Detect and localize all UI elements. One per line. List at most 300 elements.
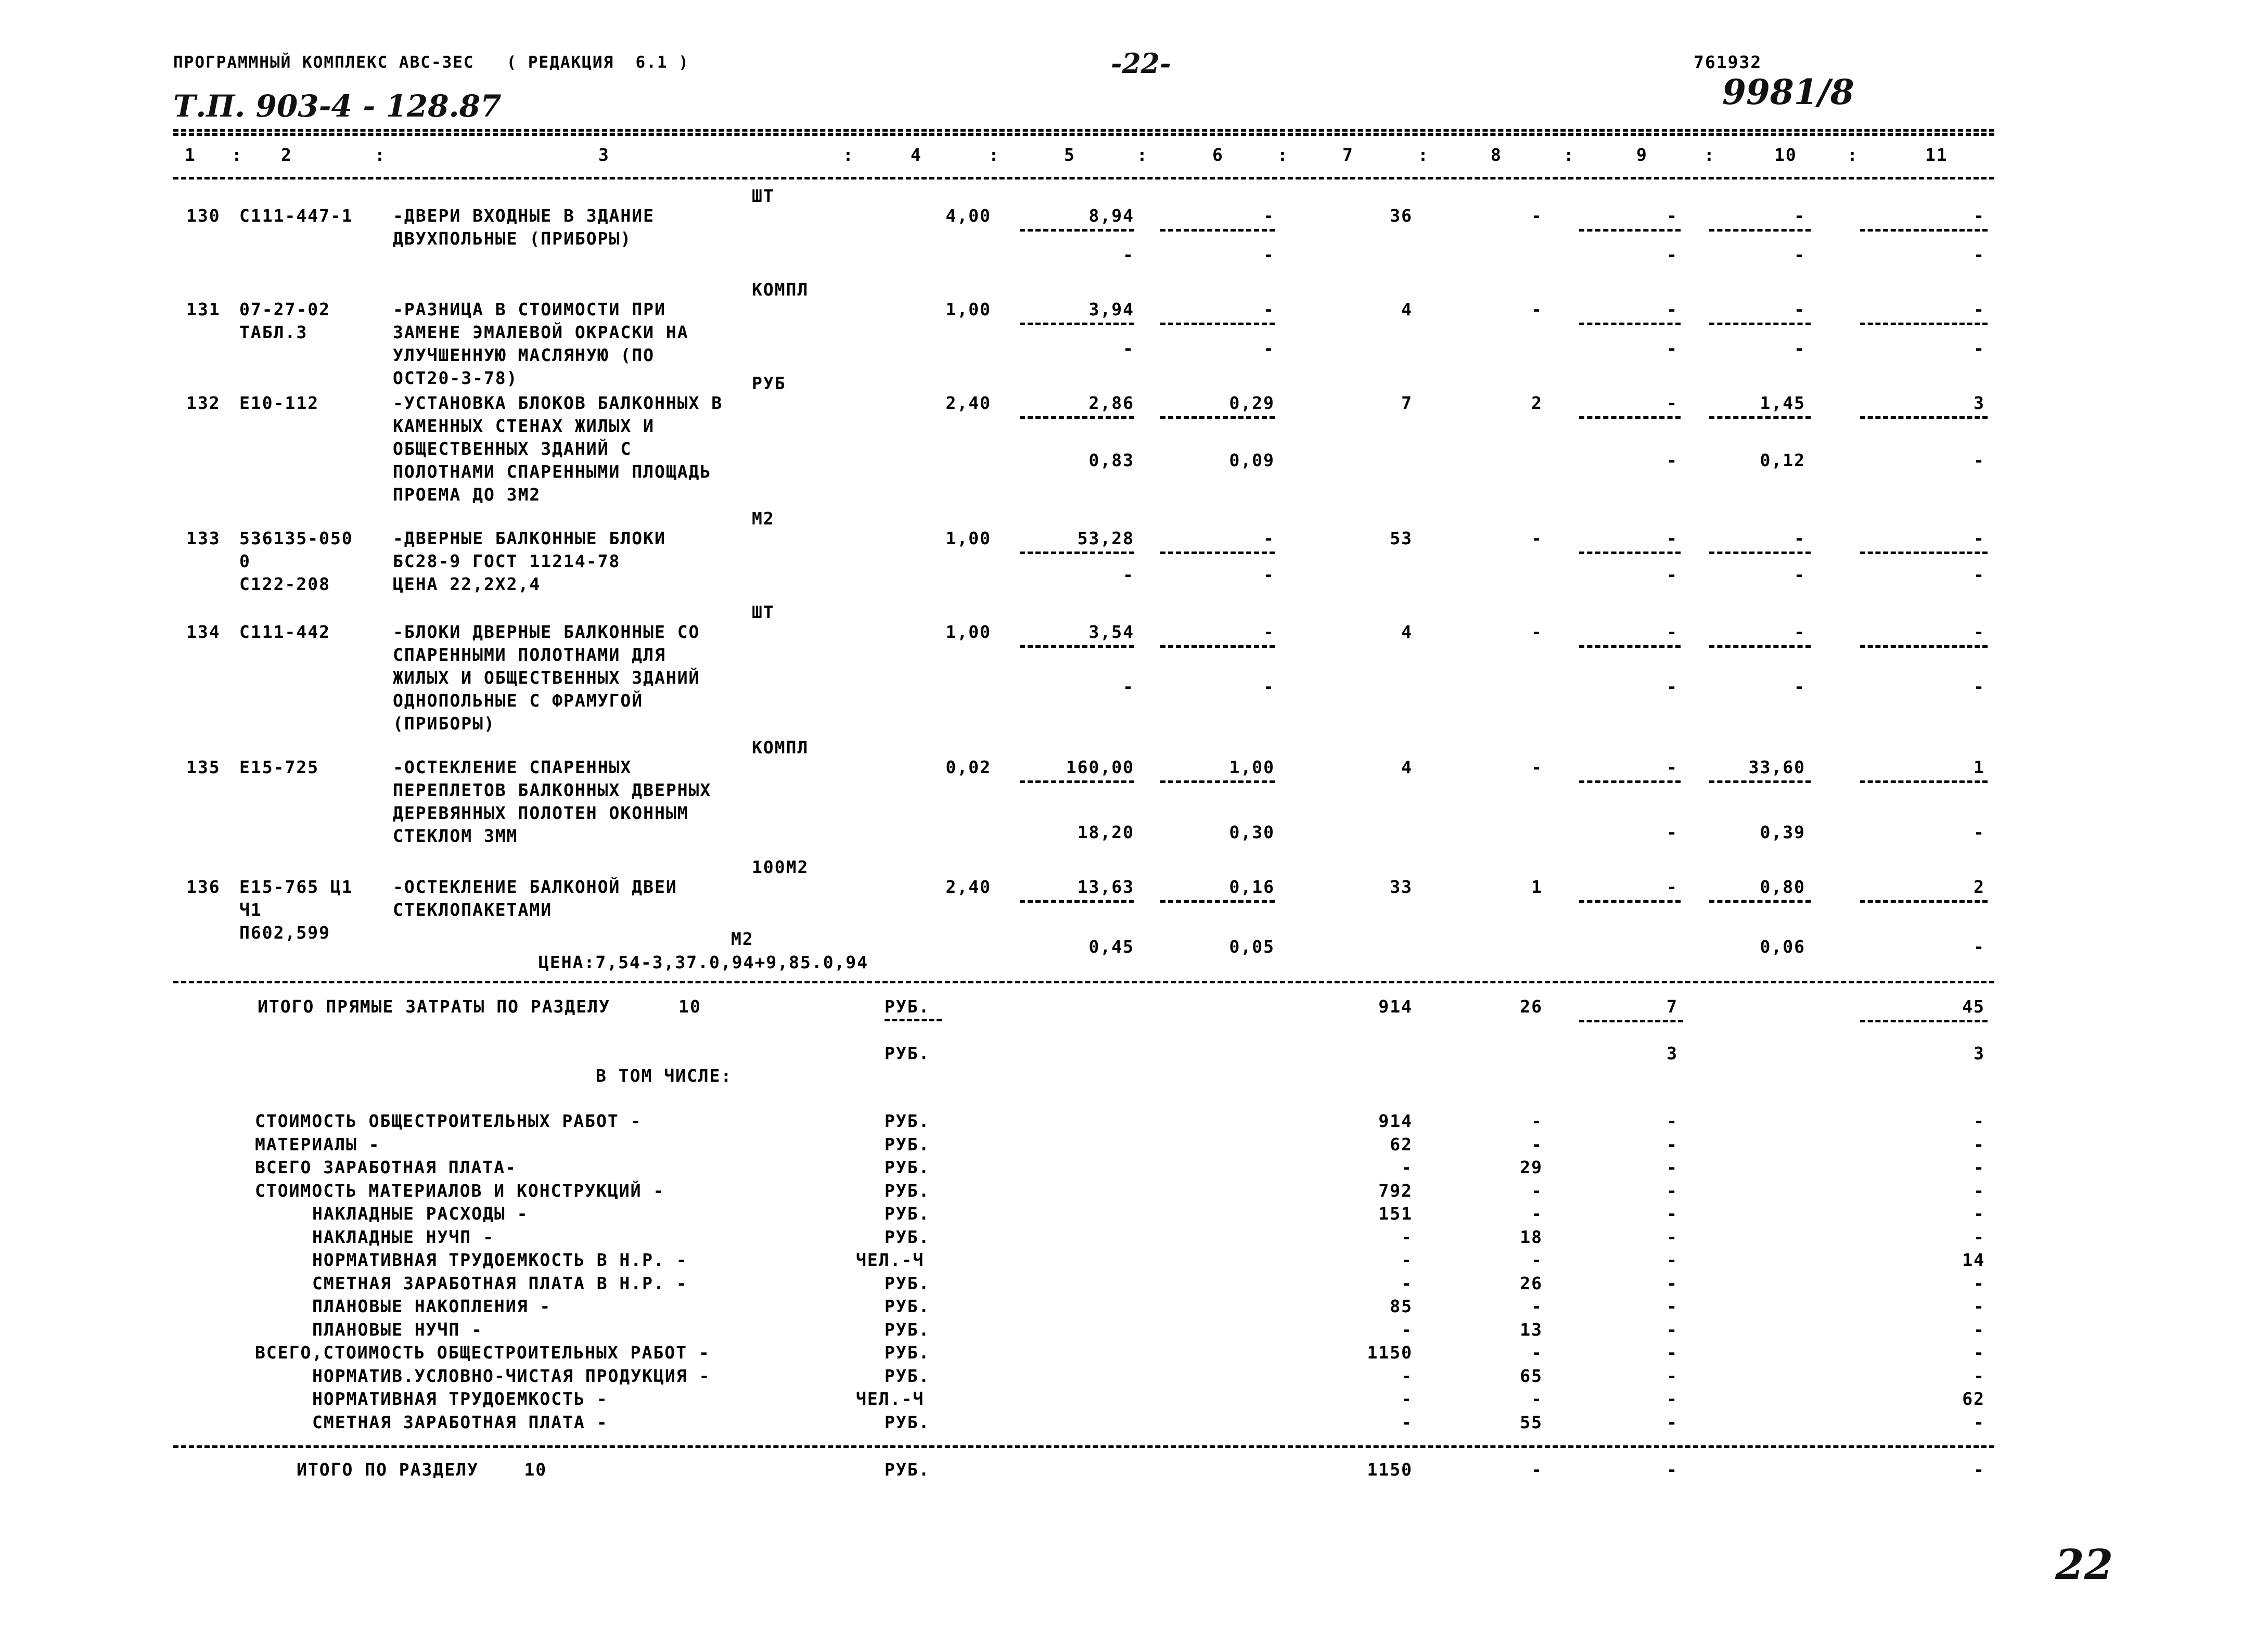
cell-c5: 3,54	[1088, 622, 1134, 642]
cell-c9: -	[1667, 206, 1678, 226]
divider	[173, 133, 1994, 136]
summary-unit: РУБ.	[885, 1203, 930, 1224]
row-number: 134	[186, 622, 221, 642]
item-code: 536135-050	[239, 528, 353, 548]
summary-c11: -	[1974, 1203, 1985, 1224]
row-number: 135	[186, 757, 221, 777]
summary-c7: -	[1401, 1389, 1413, 1409]
divider	[1860, 416, 1988, 419]
item-description: ОСТ20-3-78)	[393, 368, 518, 388]
divider	[1709, 229, 1811, 232]
column-header-cell: 6	[1212, 145, 1224, 165]
item-description: БС28-9 ГОСТ 11214-78	[393, 551, 621, 571]
summary-c8: 65	[1520, 1365, 1543, 1386]
cell-c7: 4	[1401, 757, 1413, 777]
cell-c8: -	[1531, 528, 1543, 548]
summary-c9: -	[1667, 1157, 1678, 1177]
item-code: С111-447-1	[239, 206, 353, 226]
summary-c9: -	[1667, 1180, 1678, 1201]
project-number: Т.П. 903-4 - 128.87	[173, 88, 502, 124]
sub-cell-s11: -	[1974, 676, 1985, 697]
document-code: 761932	[1694, 52, 1762, 72]
divider	[1020, 645, 1134, 648]
divider	[1020, 780, 1134, 783]
cell-c4: 1,00	[945, 622, 991, 642]
sub-cell-s6: -	[1263, 676, 1275, 697]
sub-cell-s6: -	[1263, 338, 1275, 358]
summary-c9: -	[1667, 1226, 1678, 1247]
column-header-cell: 5	[1064, 145, 1075, 165]
divider	[1709, 416, 1811, 419]
summary-unit: РУБ.	[885, 1365, 930, 1386]
summary-c7: 85	[1390, 1296, 1413, 1316]
sub-cell-s11: -	[1974, 565, 1985, 585]
summary-label: ВСЕГО,СТОИМОСТЬ ОБЩЕСТРОИТЕЛЬНЫХ РАБОТ -	[255, 1342, 710, 1363]
divider	[1709, 900, 1811, 903]
final-unit: РУБ.	[885, 1459, 930, 1480]
final-c7: 1150	[1367, 1459, 1413, 1480]
summary-c9: -	[1667, 1296, 1678, 1316]
sub-cell-s10: 0,39	[1760, 822, 1805, 842]
summary-c7: 151	[1378, 1203, 1413, 1224]
summary-label: МАТЕРИАЛЫ -	[255, 1134, 380, 1155]
column-header-cell: :	[1847, 145, 1859, 165]
cell-c5: 160,00	[1066, 757, 1134, 777]
divider	[173, 1445, 1994, 1448]
summary-label: ПЛАНОВЫЕ НАКОПЛЕНИЯ -	[312, 1296, 552, 1316]
summary-c8: 55	[1520, 1412, 1543, 1432]
sub-cell-s5: 0,83	[1088, 450, 1134, 470]
summary-c8: 13	[1520, 1319, 1543, 1340]
item-description: ПРОЕМА ДО 3М2	[393, 484, 541, 505]
divider	[1860, 229, 1988, 232]
divider	[1020, 229, 1134, 232]
cell-c8: -	[1531, 299, 1543, 319]
totals-c11: 45	[1962, 996, 1985, 1017]
final-c9: -	[1667, 1459, 1678, 1480]
divider	[173, 129, 1994, 132]
sub-cell-s5: -	[1123, 565, 1134, 585]
totals-unit: РУБ.	[885, 996, 930, 1017]
cell-c6: -	[1263, 528, 1275, 548]
summary-label: СМЕТНАЯ ЗАРАБОТНАЯ ПЛАТА В Н.Р. -	[312, 1273, 688, 1293]
summary-c7: 62	[1390, 1134, 1413, 1155]
cell-c9: -	[1667, 877, 1678, 897]
column-header-cell: :	[375, 145, 386, 165]
column-header-cell: :	[1418, 145, 1429, 165]
totals-c8: 26	[1520, 996, 1543, 1017]
summary-label: НОРМАТИВНАЯ ТРУДОЕМКОСТЬ В Н.Р. -	[312, 1250, 688, 1270]
cell-c11: 2	[1974, 877, 1985, 897]
divider	[1579, 323, 1681, 325]
summary-c11: -	[1974, 1296, 1985, 1316]
totals-sub-c11: 3	[1974, 1043, 1985, 1063]
summary-c11: -	[1974, 1180, 1985, 1201]
program-title: ПРОГРАММНЫЙ КОМПЛЕКС АВС-3ЕС ( РЕДАКЦИЯ 6.1 )	[173, 53, 689, 72]
column-header-cell: :	[1704, 145, 1715, 165]
summary-label: СМЕТНАЯ ЗАРАБОТНАЯ ПЛАТА -	[312, 1412, 608, 1432]
summary-c9: -	[1667, 1134, 1678, 1155]
sub-cell-s6: -	[1263, 245, 1275, 265]
divider	[1020, 900, 1134, 903]
item-description: ОБЩЕСТВЕННЫХ ЗДАНИЙ С	[393, 439, 632, 459]
sub-cell-s9: -	[1667, 338, 1678, 358]
sub-cell-s5: 18,20	[1077, 822, 1134, 842]
divider	[1579, 1020, 1683, 1022]
cell-c9: -	[1667, 299, 1678, 319]
summary-c9: -	[1667, 1111, 1678, 1131]
cell-c4: 1,00	[945, 528, 991, 548]
divider	[1160, 416, 1275, 419]
summary-label: НАКЛАДНЫЕ НУЧП -	[312, 1226, 494, 1247]
summary-unit: РУБ.	[885, 1180, 930, 1201]
column-header-cell: 8	[1491, 145, 1502, 165]
cell-c6: 0,16	[1229, 877, 1275, 897]
item-description: ЗАМЕНЕ ЭМАЛЕВОЙ ОКРАСКИ НА	[393, 322, 689, 342]
cell-c11: 3	[1974, 393, 1985, 413]
item-description: СТЕКЛОПАКЕТАМИ	[393, 900, 553, 920]
sub-cell-s9: -	[1667, 822, 1678, 842]
column-header-cell: :	[1564, 145, 1575, 165]
sub-cell-s6: 0,05	[1229, 937, 1275, 957]
divider	[1860, 323, 1988, 325]
cell-c7: 33	[1390, 877, 1413, 897]
summary-c11: -	[1974, 1412, 1985, 1432]
summary-c9: -	[1667, 1365, 1678, 1386]
summary-label: ПЛАНОВЫЕ НУЧП -	[312, 1319, 483, 1340]
summary-c8: -	[1531, 1342, 1543, 1363]
item-description: -УСТАНОВКА БЛОКОВ БАЛКОННЫХ В	[393, 393, 723, 413]
item-description: КАМЕННЫХ СТЕНАХ ЖИЛЫХ И	[393, 416, 655, 436]
sub-cell-s10: -	[1794, 245, 1805, 265]
item-description: -БЛОКИ ДВЕРНЫЕ БАЛКОННЫЕ СО	[393, 622, 700, 642]
summary-c9: -	[1667, 1412, 1678, 1432]
summary-c11: -	[1974, 1226, 1985, 1247]
sub-cell-s10: 0,12	[1760, 450, 1805, 470]
cell-c8: -	[1531, 622, 1543, 642]
summary-c7: -	[1401, 1273, 1413, 1293]
totals-c9: 7	[1667, 996, 1678, 1017]
unit-label: 100М2	[752, 857, 809, 877]
summary-c7: 792	[1378, 1180, 1413, 1201]
summary-c8: -	[1531, 1250, 1543, 1270]
cell-c10: 1,45	[1760, 393, 1805, 413]
item-description: ЖИЛЫХ И ОБЩЕСТВЕННЫХ ЗДАНИЙ	[393, 668, 700, 688]
summary-unit: РУБ.	[885, 1273, 930, 1293]
cell-c8: -	[1531, 757, 1543, 777]
sub-cell-s5: -	[1123, 245, 1134, 265]
divider	[1709, 552, 1811, 554]
summary-c8: 26	[1520, 1273, 1543, 1293]
final-c8: -	[1531, 1459, 1543, 1480]
summary-unit: РУБ.	[885, 1157, 930, 1177]
sub-cell-s10: -	[1794, 338, 1805, 358]
cell-c5: 3,94	[1088, 299, 1134, 319]
cell-c4: 0,02	[945, 757, 991, 777]
summary-c11: 62	[1962, 1389, 1985, 1409]
unit-label: М2	[752, 508, 775, 529]
summary-c7: -	[1401, 1319, 1413, 1340]
item-code: ТАБЛ.3	[239, 322, 308, 342]
totals-unit: РУБ.	[885, 1043, 930, 1063]
cell-c10: 33,60	[1748, 757, 1805, 777]
summary-c9: -	[1667, 1389, 1678, 1409]
cell-c11: -	[1974, 622, 1985, 642]
summary-c9: -	[1667, 1250, 1678, 1270]
cell-c8: 1	[1531, 877, 1543, 897]
cell-c11: 1	[1974, 757, 1985, 777]
item-description: СПАРЕННЫМИ ПОЛОТНАМИ ДЛЯ	[393, 645, 666, 665]
item-description: ЦЕНА 22,2Х2,4	[393, 574, 541, 594]
column-header-cell: :	[1277, 145, 1289, 165]
summary-unit: РУБ.	[885, 1296, 930, 1316]
divider	[1579, 416, 1681, 419]
sub-cell-s10: -	[1794, 676, 1805, 697]
column-header-cell: 1	[185, 145, 196, 165]
unit-label: РУБ	[752, 373, 786, 393]
item-code: Е10-112	[239, 393, 319, 413]
divider	[1020, 552, 1134, 554]
cell-c4: 1,00	[945, 299, 991, 319]
divider	[1160, 645, 1275, 648]
divider	[1020, 416, 1134, 419]
cell-c9: -	[1667, 393, 1678, 413]
summary-c7: -	[1401, 1412, 1413, 1432]
sub-cell-s5: -	[1123, 338, 1134, 358]
column-header-cell: 7	[1342, 145, 1354, 165]
divider	[1860, 900, 1988, 903]
summary-c9: -	[1667, 1319, 1678, 1340]
cell-c5: 8,94	[1088, 206, 1134, 226]
summary-c11: -	[1974, 1157, 1985, 1177]
row-number: 131	[186, 299, 221, 319]
summary-label: ВСЕГО ЗАРАБОТНАЯ ПЛАТА-	[255, 1157, 517, 1177]
summary-c8: 29	[1520, 1157, 1543, 1177]
cell-c6: -	[1263, 622, 1275, 642]
divider	[1160, 229, 1275, 232]
sub-cell-s11: -	[1974, 245, 1985, 265]
totals-c7: 914	[1378, 996, 1413, 1017]
cell-c7: 53	[1390, 528, 1413, 548]
cell-c8: -	[1531, 206, 1543, 226]
divider	[173, 981, 1994, 983]
summary-c9: -	[1667, 1203, 1678, 1224]
item-description: -ДВЕРИ ВХОДНЫЕ В ЗДАНИЕ	[393, 206, 655, 226]
final-label: ИТОГО ПО РАЗДЕЛУ 10	[297, 1459, 547, 1480]
summary-unit: РУБ.	[885, 1412, 930, 1432]
divider	[1579, 552, 1681, 554]
column-header-cell: :	[1137, 145, 1148, 165]
item-code: С122-208	[239, 574, 330, 594]
summary-label: НАКЛАДНЫЕ РАСХОДЫ -	[312, 1203, 529, 1224]
cell-c7: 4	[1401, 299, 1413, 319]
summary-c7: -	[1401, 1365, 1413, 1386]
summary-c8: -	[1531, 1389, 1543, 1409]
price-formula: ЦЕНА:7,54-3,37.0,94+9,85.0,94	[539, 952, 869, 972]
row-number: 130	[186, 206, 221, 226]
divider	[1160, 900, 1275, 903]
cell-c6: -	[1263, 299, 1275, 319]
divider	[1709, 780, 1811, 783]
sub-cell-s10: -	[1794, 565, 1805, 585]
summary-c8: -	[1531, 1134, 1543, 1155]
item-description: -РАЗНИЦА В СТОИМОСТИ ПРИ	[393, 299, 666, 319]
divider	[885, 1019, 942, 1021]
item-description: ПОЛОТНАМИ СПАРЕННЫМИ ПЛОЩАДЬ	[393, 461, 712, 482]
divider	[1709, 323, 1811, 325]
summary-c7: -	[1401, 1157, 1413, 1177]
item-code: 0	[239, 551, 251, 571]
summary-c11: -	[1974, 1273, 1985, 1293]
sub-cell-s5: -	[1123, 676, 1134, 697]
cell-c7: 36	[1390, 206, 1413, 226]
item-description: ДЕРЕВЯННЫХ ПОЛОТЕН ОКОННЫМ	[393, 803, 689, 823]
cell-c5: 53,28	[1077, 528, 1134, 548]
divider	[1860, 780, 1988, 783]
column-header-cell: 3	[598, 145, 610, 165]
unit-label: КОМПЛ	[752, 279, 809, 300]
summary-c9: -	[1667, 1273, 1678, 1293]
cell-c4: 2,40	[945, 393, 991, 413]
divider	[1860, 1020, 1988, 1022]
summary-c7: 914	[1378, 1111, 1413, 1131]
summary-unit: ЧЕЛ.-Ч	[856, 1389, 925, 1409]
row-number: 133	[186, 528, 221, 548]
summary-c8: -	[1531, 1203, 1543, 1224]
sub-cell-s11: -	[1974, 338, 1985, 358]
summary-c11: -	[1974, 1134, 1985, 1155]
summary-unit: РУБ.	[885, 1226, 930, 1247]
sub-cell-s10: 0,06	[1760, 937, 1805, 957]
summary-c7: -	[1401, 1226, 1413, 1247]
cell-c9: -	[1667, 528, 1678, 548]
summary-c9: -	[1667, 1342, 1678, 1363]
row-number: 132	[186, 393, 221, 413]
item-description: -ДВЕРНЫЕ БАЛКОННЫЕ БЛОКИ	[393, 528, 666, 548]
column-header-cell: 4	[911, 145, 922, 165]
divider	[1579, 780, 1681, 783]
column-header-cell: 2	[281, 145, 292, 165]
column-header-cell: :	[989, 145, 1000, 165]
unit-label: ШТ	[752, 602, 775, 622]
item-description: СТЕКЛОМ 3ММ	[393, 826, 518, 846]
summary-c11: -	[1974, 1342, 1985, 1363]
totals-label: ИТОГО ПРЯМЫЕ ЗАТРАТЫ ПО РАЗДЕЛУ 10	[258, 996, 701, 1017]
item-description: -ОСТЕКЛЕНИЕ СПАРЕННЫХ	[393, 757, 632, 777]
unit-label: ШТ	[752, 186, 775, 206]
summary-c11: -	[1974, 1365, 1985, 1386]
cell-c11: -	[1974, 206, 1985, 226]
cell-c5: 13,63	[1077, 877, 1134, 897]
summary-c7: 1150	[1367, 1342, 1413, 1363]
cell-c5: 2,86	[1088, 393, 1134, 413]
row-number: 136	[186, 877, 221, 897]
totals-sub-c9: 3	[1667, 1043, 1678, 1063]
item-description: ОДНОПОЛЬНЫЕ С ФРАМУГОЙ	[393, 690, 644, 711]
divider	[1579, 645, 1681, 648]
divider	[1579, 229, 1681, 232]
sub-cell-s6: 0,09	[1229, 450, 1275, 470]
item-code: Е15-725	[239, 757, 319, 777]
sub-cell-s6: -	[1263, 565, 1275, 585]
item-code: Ч1	[239, 900, 262, 920]
column-header-cell: 9	[1636, 145, 1648, 165]
sub-cell-s11: -	[1974, 822, 1985, 842]
unit-label: КОМПЛ	[752, 737, 809, 758]
sub-cell-s9: -	[1667, 450, 1678, 470]
cell-c6: 0,29	[1229, 393, 1275, 413]
divider	[1160, 552, 1275, 554]
summary-c7: -	[1401, 1250, 1413, 1270]
cell-c4: 4,00	[945, 206, 991, 226]
summary-unit: ЧЕЛ.-Ч	[856, 1250, 925, 1270]
cell-c8: 2	[1531, 393, 1543, 413]
summary-unit: РУБ.	[885, 1134, 930, 1155]
cell-c10: -	[1794, 622, 1805, 642]
cell-c6: 1,00	[1229, 757, 1275, 777]
cell-c11: -	[1974, 528, 1985, 548]
cell-c10: 0,80	[1760, 877, 1805, 897]
summary-c8: 18	[1520, 1226, 1543, 1247]
item-description: УЛУЧШЕННУЮ МАСЛЯНУЮ (ПО	[393, 345, 655, 365]
cell-c10: -	[1794, 206, 1805, 226]
summary-c8: -	[1531, 1296, 1543, 1316]
item-description: ДВУХПОЛЬНЫЕ (ПРИБОРЫ)	[393, 228, 632, 249]
sub-cell-s9: -	[1667, 245, 1678, 265]
page-mark: 22	[2055, 1540, 2113, 1589]
cell-c7: 7	[1401, 393, 1413, 413]
column-header-cell: 10	[1774, 145, 1797, 165]
final-c11: -	[1974, 1459, 1985, 1480]
cell-c6: -	[1263, 206, 1275, 226]
item-code: Е15-765 Ц1	[239, 877, 353, 897]
summary-c11: -	[1974, 1319, 1985, 1340]
summary-c11: 14	[1962, 1250, 1985, 1270]
divider	[1160, 780, 1275, 783]
sub-cell-s9: -	[1667, 676, 1678, 697]
including-label: В ТОМ ЧИСЛЕ:	[596, 1066, 733, 1086]
summary-label: НОРМАТИВНАЯ ТРУДОЕМКОСТЬ -	[312, 1389, 608, 1409]
divider	[1160, 323, 1275, 325]
unit-label: М2	[731, 929, 754, 949]
item-description: ПЕРЕПЛЕТОВ БАЛКОННЫХ ДВЕРНЫХ	[393, 780, 712, 800]
summary-c11: -	[1974, 1111, 1985, 1131]
summary-label: СТОИМОСТЬ ОБЩЕСТРОИТЕЛЬНЫХ РАБОТ -	[255, 1111, 642, 1131]
summary-unit: РУБ.	[885, 1111, 930, 1131]
item-description: -ОСТЕКЛЕНИЕ БАЛКОНОЙ ДВЕИ	[393, 877, 677, 897]
cell-c4: 2,40	[945, 877, 991, 897]
divider	[173, 177, 1994, 180]
cell-c9: -	[1667, 622, 1678, 642]
divider	[1579, 900, 1681, 903]
sub-cell-s11: -	[1974, 937, 1985, 957]
cell-c7: 4	[1401, 622, 1413, 642]
column-header-cell: :	[232, 145, 243, 165]
sub-cell-s5: 0,45	[1088, 937, 1134, 957]
cell-c10: -	[1794, 299, 1805, 319]
item-code: П602,599	[239, 922, 330, 943]
stamp-number: 9981/8	[1722, 72, 1854, 112]
cell-c11: -	[1974, 299, 1985, 319]
sub-cell-s11: -	[1974, 450, 1985, 470]
cell-c10: -	[1794, 528, 1805, 548]
sub-cell-s6: 0,30	[1229, 822, 1275, 842]
summary-unit: РУБ.	[885, 1319, 930, 1340]
summary-label: СТОИМОСТЬ МАТЕРИАЛОВ И КОНСТРУКЦИЙ -	[255, 1180, 665, 1201]
divider	[1860, 645, 1988, 648]
summary-c8: -	[1531, 1180, 1543, 1201]
divider	[1020, 323, 1134, 325]
